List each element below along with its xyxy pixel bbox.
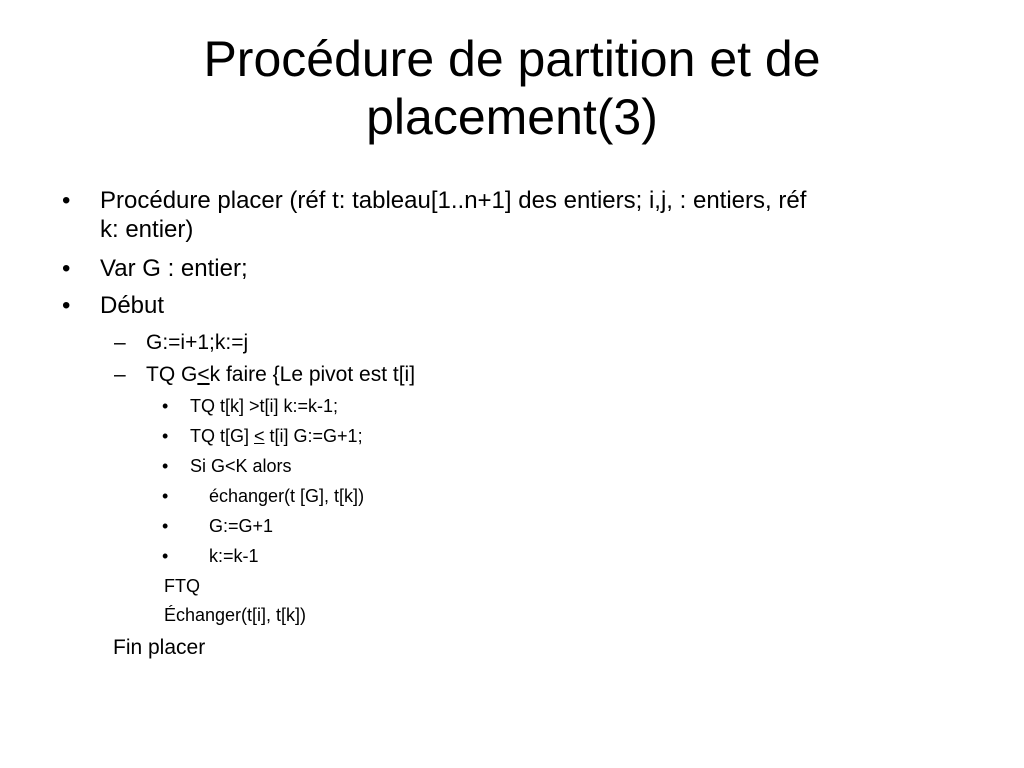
text-fin-placer: Fin placer <box>113 636 206 659</box>
list-item-procedure-header: Procédure placer (réf t: tableau[1..n+1] des entiers; i,j, : entiers, réf <box>100 187 807 214</box>
tq-outer-underlined-lt: < <box>197 363 210 386</box>
list-item-g-increment: G:=G+1 <box>209 516 274 536</box>
slide-title-line-2: placement(3) <box>366 89 658 145</box>
dash-icon: – <box>114 331 126 354</box>
list-item-var: Var G : entier; <box>100 255 248 282</box>
list-item-debut: Début <box>100 292 165 319</box>
list-item-tq-k: TQ t[k] >t[i] k:=k-1; <box>190 396 339 416</box>
bullet-icon: • <box>162 426 169 446</box>
bullet-icon: • <box>162 546 169 566</box>
bullet-icon: • <box>62 255 71 282</box>
tq-outer-suffix: k faire {Le pivot est t[i] <box>209 363 416 386</box>
list-item-init: G:=i+1;k:=j <box>146 331 249 354</box>
bullet-icon: • <box>62 187 71 214</box>
bullet-icon: • <box>162 456 169 476</box>
text-ftq: FTQ <box>164 576 200 596</box>
slide-title <box>60 30 964 146</box>
list-item-tq-g <box>190 425 363 447</box>
bullet-icon: • <box>62 292 71 319</box>
bullet-icon: • <box>162 516 169 536</box>
list-item-si: Si G<K alors <box>190 456 292 476</box>
bullet-icon: • <box>162 486 169 506</box>
tq-g-underlined-lt: < <box>254 426 265 446</box>
text-echanger-final: Échanger(t[i], t[k]) <box>164 605 307 625</box>
list-item-tq-outer <box>146 362 415 388</box>
dash-icon: – <box>114 363 126 386</box>
list-item-echanger-gk: échanger(t [G], t[k]) <box>209 486 365 506</box>
tq-g-suffix: t[i] G:=G+1; <box>264 426 363 446</box>
list-item-k-decrement: k:=k-1 <box>209 546 259 566</box>
bullet-icon: • <box>162 396 169 416</box>
tq-g-prefix: TQ t[G] <box>190 426 255 446</box>
slide-title-line-1: Procédure de partition et de <box>203 31 821 87</box>
list-item-procedure-header-cont: k: entier) <box>100 216 194 243</box>
tq-outer-prefix: TQ G <box>146 363 198 386</box>
